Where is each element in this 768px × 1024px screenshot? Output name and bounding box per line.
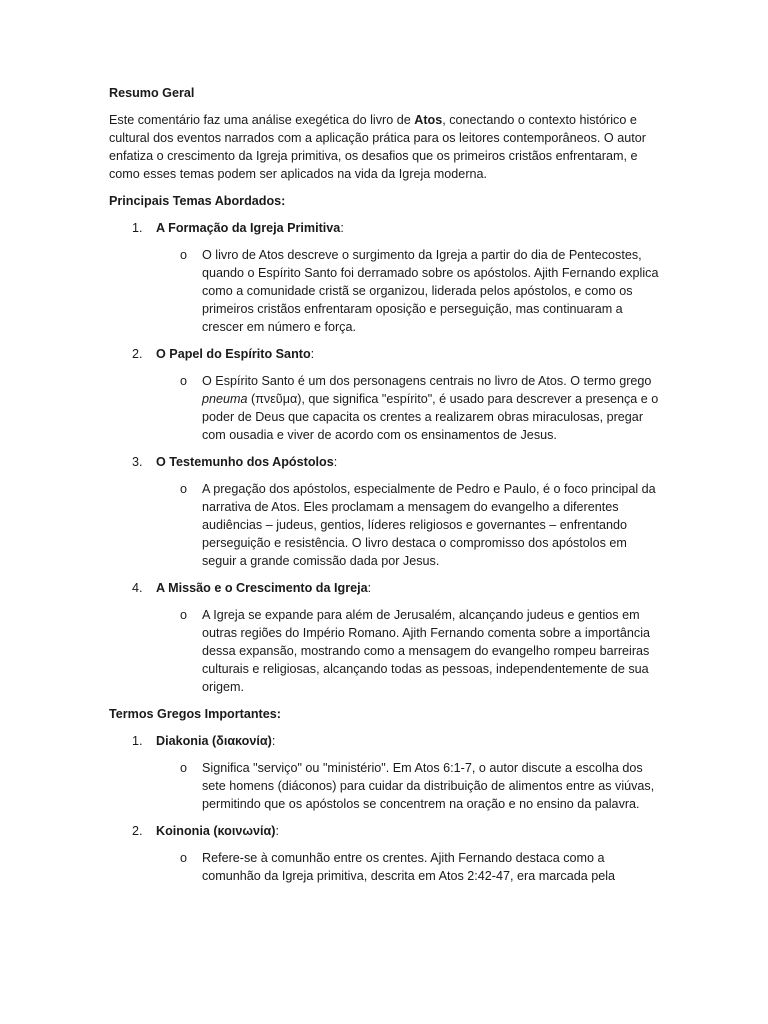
- bullet-marker: o: [180, 608, 188, 622]
- item-title: Koinonia (κοινωνία): [156, 824, 276, 838]
- sub-bullet-term-1: [109, 759, 659, 813]
- bullet-text: [202, 374, 658, 442]
- bullet-text: Refere-se à comunhão entre os crentes. Ajith Fernando destaca como a comunhão da Igreja primitiva, descrita em Atos 2:42-47, era marcada pela: [202, 851, 616, 883]
- item-number: 2.: [132, 824, 143, 838]
- bullet-marker: o: [180, 851, 188, 865]
- bullet-text-end: (πνεῦμα), que significa "espírito", é usado para descrever a presença e o poder de Deus que capacita os crentes a realizarem obras miraculosas, pregar com ousadia e viver de acordo com os ensinamentos de Jesus.: [202, 392, 659, 442]
- item-colon: :: [367, 581, 372, 595]
- item-colon: :: [310, 347, 315, 361]
- numbered-item-term-2: [109, 822, 659, 840]
- sub-bullet-theme-4: [109, 606, 659, 696]
- item-title: O Papel do Espírito Santo: [156, 347, 311, 361]
- bullet-marker: o: [180, 248, 188, 262]
- section-heading-resumo: Resumo Geral: [109, 86, 195, 100]
- numbered-item-theme-2: [109, 345, 659, 363]
- item-title: A Formação da Igreja Primitiva: [156, 221, 341, 235]
- numbered-item-term-1: [109, 732, 659, 750]
- item-number: 1.: [132, 221, 143, 235]
- item-colon: :: [271, 734, 276, 748]
- item-number: 1.: [132, 734, 143, 748]
- numbered-item-theme-3: [109, 453, 659, 471]
- bullet-text: A Igreja se expande para além de Jerusalém, alcançando judeus e gentios em outras regiões do Império Romano. Ajith Fernando comenta sobre a importância dessa expansão, mostrando como a mensagem do evangelho rompeu barreiras culturais e religiosas, alcançando todas as pessoas, independentemente de sua origem.: [202, 608, 651, 694]
- sub-bullet-theme-1: [109, 246, 659, 336]
- intro-paragraph: [109, 111, 659, 183]
- intro-book-name: Atos: [414, 113, 443, 127]
- item-colon: :: [275, 824, 279, 838]
- item-number: 2.: [132, 347, 143, 361]
- intro-text-end: , conectando o contexto histórico e cultural dos eventos narrados com a aplicação prática para os leitores contemporâneos. O autor enfatiza o crescimento da Igreja primitiva, os desafios que os primeiros cristãos enfrentaram, e como esses temas podem ser aplicados na vida da Igreja moderna.: [109, 113, 646, 181]
- item-number: 3.: [132, 455, 143, 469]
- bullet-marker: o: [180, 374, 188, 388]
- numbered-item-theme-1: [109, 219, 659, 237]
- bullet-marker: o: [180, 761, 188, 775]
- bullet-marker: o: [180, 482, 188, 496]
- sub-bullet-theme-2: [109, 372, 659, 444]
- item-colon: :: [333, 455, 338, 469]
- bullet-text: A pregação dos apóstolos, especialmente de Pedro e Paulo, é o foco principal da narrativa de Atos. Eles proclamam a mensagem do evangelho a diferentes audiências – judeus, gentios, líderes religiosos e governantes – enfrentando perseguição e resistência. O livro destaca o compromisso dos apóstolos em seguir a grande comissão dada por Jesus.: [202, 482, 656, 568]
- section-heading-termos: Termos Gregos Importantes:: [109, 707, 281, 721]
- bullet-text: Significa "serviço" ou "ministério". Em Atos 6:1-7, o autor discute a escolha dos sete homens (diáconos) para cuidar da distribuição de alimentos entre as viúvas, permitindo que os apóstolos se concentrem na oração e no ensino da palavra.: [202, 761, 655, 811]
- greek-term-italic: pneuma: [202, 392, 248, 406]
- sub-bullet-theme-3: [109, 480, 659, 570]
- item-title: Diakonia (διακονία): [156, 734, 272, 748]
- bullet-text: O livro de Atos descreve o surgimento da Igreja a partir do dia de Pentecostes, quando o Espírito Santo foi derramado sobre os apóstolos. Ajith Fernando explica como a comunidade cristã se organizou, liderada pelos apóstolos, e como os primeiros cristãos enfrentaram oposição e perseguição, mas continuaram a crescer em número e força.: [202, 248, 659, 334]
- item-title: O Testemunho dos Apóstolos: [156, 455, 334, 469]
- intro-text-start: Este comentário faz uma análise exegética do livro de: [109, 113, 415, 127]
- bullet-text-start: O Espírito Santo é um dos personagens centrais no livro de Atos. O termo grego: [202, 374, 652, 388]
- item-number: 4.: [132, 581, 143, 595]
- item-title: A Missão e o Crescimento da Igreja: [156, 581, 368, 595]
- sub-bullet-term-2: [109, 849, 659, 885]
- item-colon: :: [340, 221, 344, 235]
- numbered-item-theme-4: [109, 579, 659, 597]
- document-page: [109, 84, 659, 894]
- section-heading-temas: Principais Temas Abordados:: [109, 194, 286, 208]
